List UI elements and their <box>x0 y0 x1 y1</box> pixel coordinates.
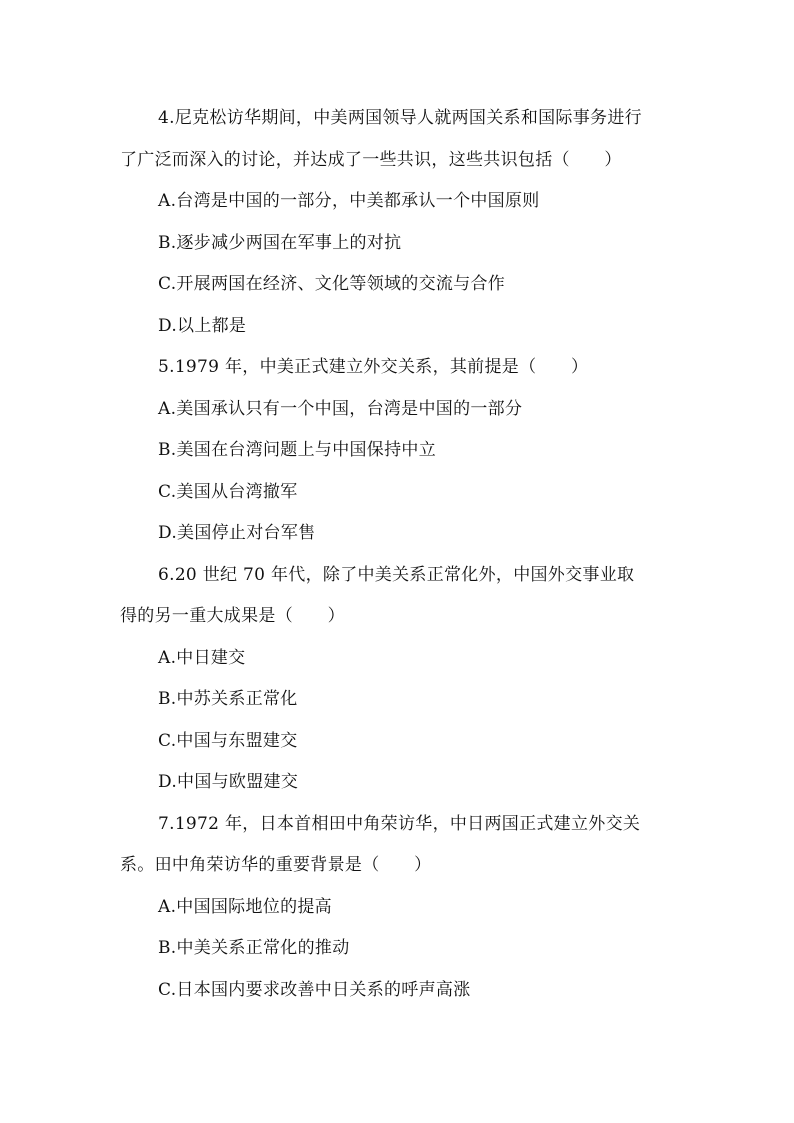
question-6-option-a: A.中日建交 <box>158 648 246 668</box>
question-4-option-a: A.台湾是中国的一部分，中美都承认一个中国原则 <box>158 191 540 211</box>
question-5-stem-line-1: 5.1979 年，中美正式建立外交关系，其前提是（ ） <box>158 357 589 377</box>
question-7-option-a: A.中国国际地位的提高 <box>158 897 332 917</box>
question-7-stem-line-1: 7.1972 年，日本首相田中角荣访华，中日两国正式建立外交关 <box>158 814 641 834</box>
question-7-option-c: C.日本国内要求改善中日关系的呼声高涨 <box>158 980 471 1000</box>
question-7-stem-line-2: 系。田中角荣访华的重要背景是（ ） <box>120 855 432 875</box>
question-6-option-c: C.中国与东盟建交 <box>158 731 298 751</box>
question-7-option-b: B.中美关系正常化的推动 <box>158 938 350 958</box>
question-4-option-b: B.逐步减少两国在军事上的对抗 <box>158 233 402 253</box>
question-6-option-b: B.中苏关系正常化 <box>158 689 298 709</box>
question-5-option-b: B.美国在台湾问题上与中国保持中立 <box>158 440 436 460</box>
question-4-stem-line-2: 了广泛而深入的讨论，并达成了一些共识，这些共识包括（ ） <box>120 150 622 170</box>
question-5-option-c: C.美国从台湾撤军 <box>158 482 298 502</box>
question-4-option-c: C.开展两国在经济、文化等领域的交流与合作 <box>158 274 506 294</box>
question-4-stem-line-1: 4.尼克松访华期间，中美两国领导人就两国关系和国际事务进行 <box>158 108 642 128</box>
question-6-stem-line-2: 得的另一重大成果是（ ） <box>120 606 345 626</box>
question-4-option-d: D.以上都是 <box>158 316 247 336</box>
question-6-stem-line-1: 6.20 世纪 70 年代，除了中美关系正常化外，中国外交事业取 <box>158 565 635 585</box>
question-5-option-d: D.美国停止对台军售 <box>158 523 316 543</box>
question-5-option-a: A.美国承认只有一个中国，台湾是中国的一部分 <box>158 399 523 419</box>
question-6-option-d: D.中国与欧盟建交 <box>158 772 299 792</box>
